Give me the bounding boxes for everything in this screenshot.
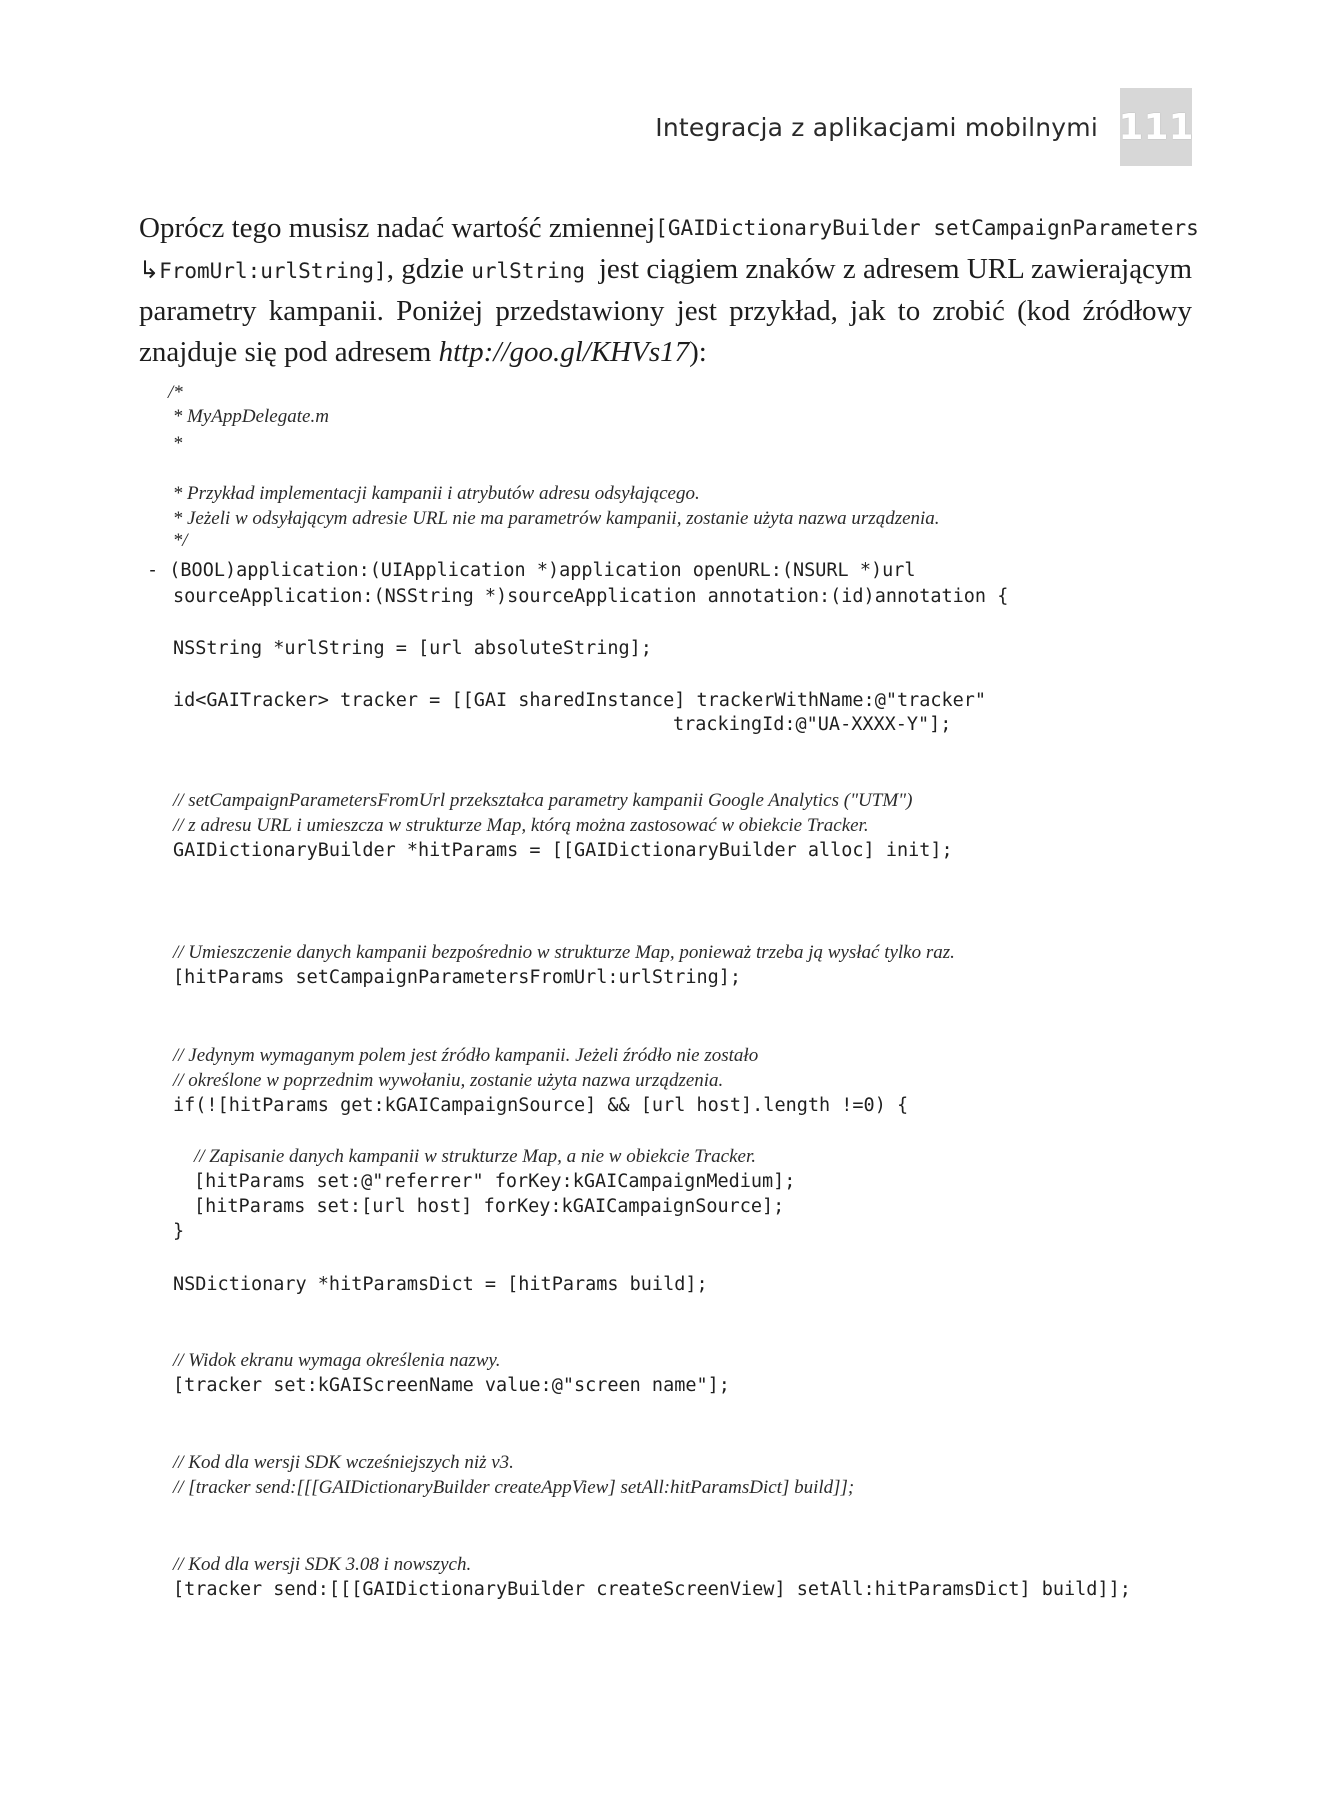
code-line: trackingId:@"UA-XXXX-Y"]; [673, 714, 952, 735]
intro-line-2 [139, 249, 1192, 292]
running-header [655, 88, 1192, 166]
intro-line-1 [139, 208, 1199, 249]
code-comment-line: * Przykład implementacji kampanii i atrybutów adresu odsyłającego. [168, 483, 700, 504]
code-comment-line: * Jeżeli w odsyłającym adresie URL nie ma parametrów kampanii, zostanie użyta nazwa urządzenia. [168, 508, 940, 529]
code-comment-line: // Kod dla wersji SDK wcześniejszych niż v3. [173, 1452, 514, 1473]
code-line: - (BOOL)application:(UIApplication *)application openURL:(NSURL *)url [147, 560, 916, 581]
code-line: [hitParams set:@"referrer" forKey:kGAICampaignMedium]; [194, 1171, 796, 1192]
code-comment-line: // określone w poprzednim wywołaniu, zostanie użyta nazwa urządzenia. [173, 1070, 724, 1091]
code-line: sourceApplication:(NSString *)sourceApplication annotation:(id)annotation { [173, 586, 1009, 607]
inline-code: FromUrl:urlString] [159, 258, 387, 283]
inline-code: [GAIDictionaryBuilder setCampaignParameters [655, 216, 1199, 240]
code-line: NSDictionary *hitParamsDict = [hitParams build]; [173, 1274, 708, 1295]
code-line: [tracker send:[[[GAIDictionaryBuilder createScreenView] setAll:hitParamsDict] build]]; [173, 1579, 1131, 1600]
intro-text: Oprócz tego musisz nadać wartość zmiennej [139, 212, 656, 244]
code-comment-line: * [168, 433, 183, 454]
source-link[interactable]: http://goo.gl/KHVs17 [438, 335, 690, 368]
code-comment-line: // setCampaignParametersFromUrl przekształca parametry kampanii Google Analytics ("UTM") [173, 790, 913, 811]
code-line: [hitParams setCampaignParametersFromUrl:urlString]; [173, 967, 742, 988]
code-comment-line: // [tracker send:[[[GAIDictionaryBuilder createAppView] setAll:hitParamsDict] build]]; [173, 1477, 855, 1498]
code-comment-line: // Kod dla wersji SDK 3.08 i nowszych. [173, 1554, 472, 1575]
page-number: 111 [1120, 88, 1192, 166]
code-line: GAIDictionaryBuilder *hitParams = [[GAIDictionaryBuilder alloc] init]; [173, 840, 953, 861]
code-comment-line: // Jedynym wymaganym polem jest źródło kampanii. Jeżeli źródło nie zostało [173, 1045, 759, 1066]
intro-text: jest ciągiem znaków z adresem URL zawierającym [598, 252, 1192, 285]
code-line: NSString *urlString = [url absoluteString]; [173, 638, 652, 659]
inline-code: urlString [471, 258, 586, 283]
code-line: [tracker set:kGAIScreenName value:@"screen name"]; [173, 1375, 730, 1396]
code-comment-line: * MyAppDelegate.m [168, 406, 329, 427]
code-comment-line: // z adresu URL i umieszcza w strukturze Map, którą można zastosować w obiekcie Tracker. [173, 815, 869, 836]
intro-paragraph [139, 208, 1199, 372]
code-line: } [173, 1221, 185, 1242]
intro-text: , gdzie [386, 252, 472, 285]
code-comment-line: // Umieszczenie danych kampanii bezpośrednio w strukturze Map, ponieważ trzeba ją wysłać tylko raz. [173, 942, 955, 963]
intro-line-3: parametry kampanii. Poniżej przedstawiony jest przykład, jak to zrobić (kod źródłowy [139, 295, 1192, 327]
code-comment-line: */ [168, 530, 188, 551]
intro-line-2-left [139, 249, 585, 292]
chapter-title: Integracja z aplikacjami mobilnymi [655, 112, 1098, 142]
code-comment-line: /* [168, 382, 183, 403]
code-comment-line: // Zapisanie danych kampanii w strukturze Map, a nie w obiekcie Tracker. [194, 1146, 757, 1167]
code-line: id<GAITracker> tracker = [[GAI sharedInstance] trackerWithName:@"tracker" [173, 690, 987, 711]
code-line: [hitParams set:[url host] forKey:kGAICampaignSource]; [194, 1196, 785, 1217]
intro-text: znajduje się pod adresem [139, 335, 439, 368]
continuation-arrow-icon: ↳ [139, 255, 160, 284]
intro-text: ): [689, 335, 707, 368]
code-line: if(![hitParams get:kGAICampaignSource] && [url host].length !=0) { [173, 1095, 909, 1116]
code-comment-line: // Widok ekranu wymaga określenia nazwy. [173, 1350, 501, 1371]
intro-line-4 [139, 332, 1192, 373]
